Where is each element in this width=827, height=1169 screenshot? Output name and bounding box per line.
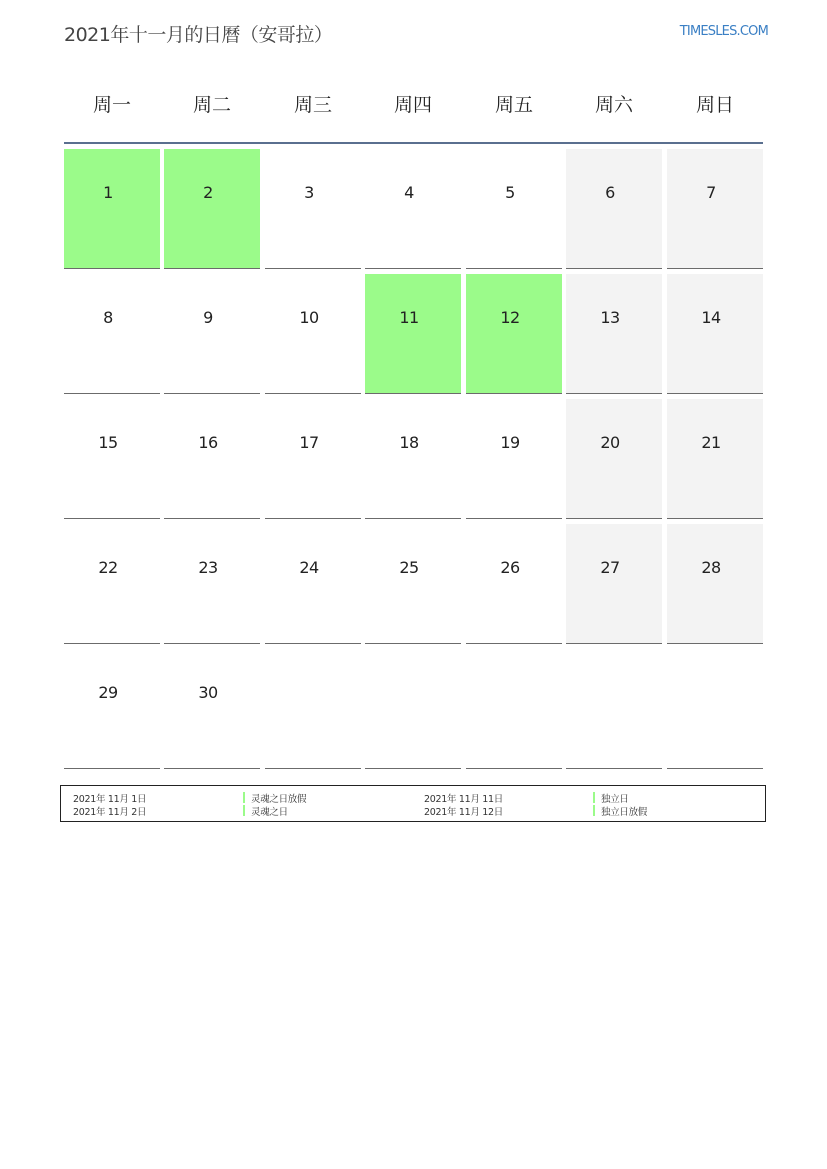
weekday-wed: 周三 [293, 94, 332, 116]
calendar-day-cell [365, 399, 461, 519]
calendar-day-cell [265, 399, 361, 519]
calendar-day-cell [566, 524, 662, 644]
calendar-day-cell [64, 649, 160, 769]
day-number: 28 [701, 558, 721, 577]
calendar-day-cell [64, 274, 160, 394]
calendar-day-cell [667, 524, 763, 644]
day-number: 23 [198, 558, 218, 577]
calendar-day-cell [466, 149, 562, 269]
calendar-day-cell [265, 149, 361, 269]
day-number: 4 [404, 183, 414, 202]
calendar-day-cell [566, 274, 662, 394]
day-number: 7 [706, 183, 716, 202]
calendar-day-cell [667, 149, 763, 269]
page-title: 2021年十一月的日曆（安哥拉） [64, 24, 333, 46]
day-number: 2 [203, 183, 213, 202]
legend-holiday-name: 独立日 [601, 794, 629, 805]
day-number: 24 [299, 558, 319, 577]
day-number: 12 [500, 308, 520, 327]
weekday-mon: 周一 [92, 94, 131, 116]
day-number: 11 [399, 308, 419, 327]
calendar-day-cell [365, 274, 461, 394]
calendar-day-cell [667, 274, 763, 394]
day-number: 19 [500, 433, 520, 452]
day-number: 22 [98, 558, 118, 577]
day-number: 27 [600, 558, 620, 577]
weekday-tue: 周二 [192, 94, 231, 116]
day-number: 21 [701, 433, 721, 452]
calendar-day-cell [265, 524, 361, 644]
calendar-day-cell [667, 399, 763, 519]
calendar-day-cell [164, 149, 260, 269]
day-number: 13 [600, 308, 620, 327]
legend-color-swatch [243, 805, 245, 816]
day-number: 5 [505, 183, 515, 202]
legend-holiday-name: 独立日放假 [601, 807, 648, 818]
legend-date: 2021年 11月 12日 [424, 807, 503, 818]
calendar-day-cell [64, 524, 160, 644]
weekday-sun: 周日 [695, 94, 734, 116]
site-link[interactable]: TIMESLES.COM [679, 24, 768, 39]
legend-date: 2021年 11月 1日 [73, 794, 147, 805]
calendar-day-cell [164, 649, 260, 769]
day-number: 26 [500, 558, 520, 577]
calendar-day-cell [466, 524, 562, 644]
day-number: 9 [203, 308, 213, 327]
day-number: 25 [399, 558, 419, 577]
day-number: 30 [198, 683, 218, 702]
calendar-day-cell [365, 524, 461, 644]
legend-holiday-name: 灵魂之日 [251, 807, 288, 818]
day-number: 18 [399, 433, 419, 452]
calendar-empty-cell [365, 649, 461, 769]
header-divider [64, 142, 763, 144]
day-number: 10 [299, 308, 319, 327]
day-number: 20 [600, 433, 620, 452]
day-number: 17 [299, 433, 319, 452]
day-number: 15 [98, 433, 118, 452]
weekday-fri: 周五 [494, 94, 533, 116]
calendar-day-cell [265, 274, 361, 394]
calendar-day-cell [164, 399, 260, 519]
calendar-empty-cell [566, 649, 662, 769]
legend-date: 2021年 11月 11日 [424, 794, 503, 805]
calendar-day-cell [466, 274, 562, 394]
day-number: 29 [98, 683, 118, 702]
legend-holiday-name: 灵魂之日放假 [251, 794, 307, 805]
calendar-day-cell [566, 399, 662, 519]
calendar-day-cell [64, 399, 160, 519]
weekday-sat: 周六 [594, 94, 633, 116]
day-number: 1 [103, 183, 113, 202]
legend-color-swatch [593, 792, 595, 803]
legend-color-swatch [593, 805, 595, 816]
calendar-day-cell [164, 524, 260, 644]
calendar-day-cell [64, 149, 160, 269]
holiday-legend [60, 785, 766, 822]
calendar-empty-cell [667, 649, 763, 769]
legend-color-swatch [243, 792, 245, 803]
weekday-thu: 周四 [393, 94, 432, 116]
day-number: 14 [701, 308, 721, 327]
calendar-day-cell [566, 149, 662, 269]
day-number: 3 [304, 183, 314, 202]
day-number: 8 [103, 308, 113, 327]
calendar-day-cell [365, 149, 461, 269]
day-number: 6 [605, 183, 615, 202]
calendar-day-cell [164, 274, 260, 394]
calendar-empty-cell [265, 649, 361, 769]
calendar-day-cell [466, 399, 562, 519]
legend-date: 2021年 11月 2日 [73, 807, 147, 818]
day-number: 16 [198, 433, 218, 452]
calendar-empty-cell [466, 649, 562, 769]
weekday-header-row [64, 90, 763, 120]
